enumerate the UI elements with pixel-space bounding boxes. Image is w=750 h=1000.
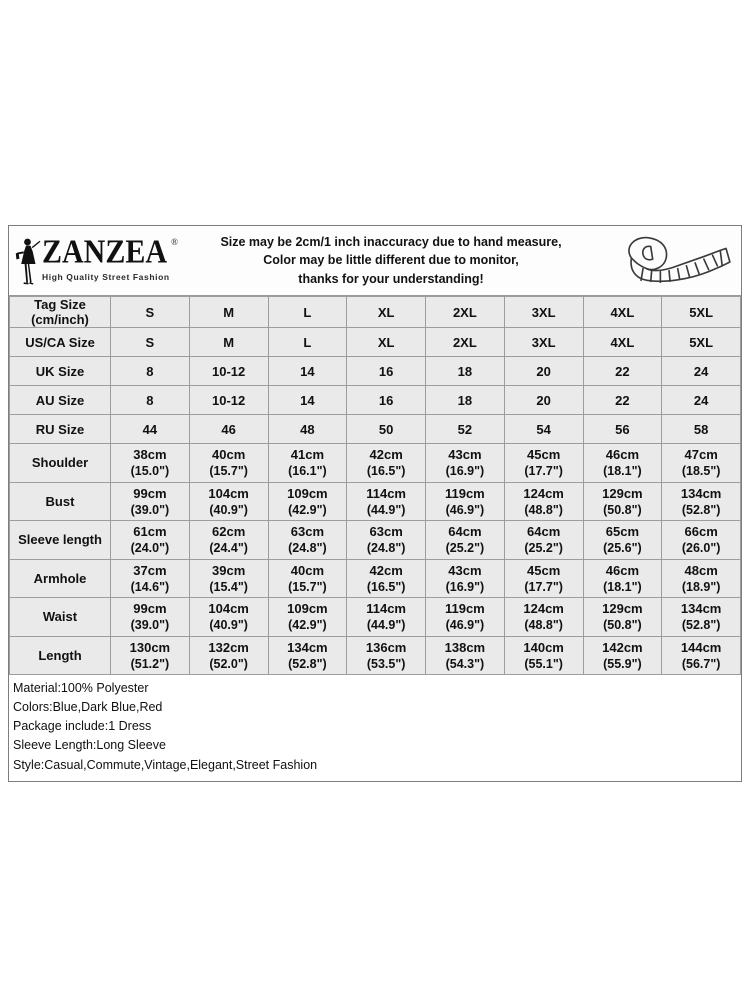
cell: XL — [347, 297, 426, 328]
cell — [583, 482, 662, 521]
cell: 4XL — [583, 297, 662, 328]
cell: 48 — [268, 415, 347, 444]
cell — [504, 444, 583, 483]
cm-value: 114cm — [366, 485, 406, 501]
cell: 14 — [268, 357, 347, 386]
row-label-length: Length — [10, 636, 111, 675]
inch-value: (46.9") — [445, 618, 485, 633]
inch-value: (16.5") — [366, 464, 406, 479]
table-row — [10, 559, 741, 598]
row-label-au-size: AU Size — [10, 386, 111, 415]
table-row — [10, 386, 741, 415]
cell: L — [268, 328, 347, 357]
cm-value: 129cm — [602, 485, 643, 501]
cell — [426, 598, 505, 637]
cm-value: 142cm — [602, 639, 643, 655]
cell — [504, 482, 583, 521]
cm-value: 45cm — [527, 562, 561, 578]
inch-value: (55.1") — [524, 656, 563, 671]
cell — [583, 559, 662, 598]
cell: 10-12 — [189, 357, 268, 386]
cell: 22 — [583, 386, 662, 415]
cell — [583, 521, 662, 560]
table-row — [10, 415, 741, 444]
cell: 3XL — [504, 297, 583, 328]
inch-value: (15.4") — [209, 579, 248, 594]
inch-value: (25.2") — [445, 541, 485, 556]
cm-value: 134cm — [680, 601, 722, 617]
cell: 24 — [662, 357, 741, 386]
cm-value: 61cm — [133, 524, 167, 540]
inch-value: (17.7") — [524, 579, 563, 594]
cell: L — [268, 297, 347, 328]
row-label-waist: Waist — [10, 598, 111, 637]
row-label-shoulder: Shoulder — [10, 444, 111, 483]
inch-value: (39.0") — [130, 502, 170, 517]
cm-value: 64cm — [448, 524, 482, 540]
cell — [347, 559, 426, 598]
cm-value: 119cm — [444, 485, 485, 501]
inch-value: (16.9") — [445, 464, 485, 479]
cell: 46 — [189, 415, 268, 444]
cell — [347, 444, 426, 483]
cell: 8 — [111, 357, 190, 386]
size-chart-sheet — [8, 225, 742, 782]
cell: 3XL — [504, 328, 583, 357]
cell — [189, 444, 268, 483]
cell: 20 — [504, 386, 583, 415]
woman-silhouette-icon — [15, 237, 41, 285]
inch-value: (48.8") — [524, 618, 563, 633]
inch-value: (54.3") — [445, 656, 485, 671]
row-label-us-ca-size: US/CA Size — [10, 328, 111, 357]
cell: 20 — [504, 357, 583, 386]
inch-value: (50.8") — [603, 618, 642, 633]
cell: 5XL — [662, 297, 741, 328]
cm-value: 124cm — [523, 485, 564, 501]
cell — [347, 482, 426, 521]
cm-value: 42cm — [369, 562, 403, 578]
cell: 24 — [662, 386, 741, 415]
cell: M — [189, 328, 268, 357]
cm-value: 140cm — [523, 639, 564, 655]
cell: S — [111, 328, 190, 357]
size-table — [9, 296, 741, 675]
cell: 16 — [347, 357, 426, 386]
cm-value: 38cm — [133, 447, 167, 463]
cell — [111, 482, 190, 521]
cell — [189, 598, 268, 637]
cell — [268, 521, 347, 560]
chart-header — [9, 226, 741, 296]
cm-value: 129cm — [602, 601, 643, 617]
inch-value: (25.6") — [603, 541, 642, 556]
inch-value: (53.5") — [366, 656, 406, 671]
table-row — [10, 521, 741, 560]
cell — [189, 559, 268, 598]
cell — [111, 636, 190, 675]
cm-value: 64cm — [527, 524, 561, 540]
table-row — [10, 482, 741, 521]
cm-value: 62cm — [212, 524, 246, 540]
inch-value: (39.0") — [130, 618, 170, 633]
cell: 10-12 — [189, 386, 268, 415]
cell — [662, 482, 741, 521]
cm-value: 45cm — [527, 447, 561, 463]
inch-value: (52.0") — [209, 656, 248, 671]
cm-value: 39cm — [212, 562, 246, 578]
cell — [662, 521, 741, 560]
cell — [347, 598, 426, 637]
product-info — [9, 675, 741, 781]
cell — [504, 521, 583, 560]
cm-value: 104cm — [208, 485, 249, 501]
cell — [662, 559, 741, 598]
inch-value: (24.4") — [209, 541, 248, 556]
inch-value: (44.9") — [366, 502, 406, 517]
inch-value: (24.8") — [366, 541, 406, 556]
inch-value: (17.7") — [524, 464, 563, 479]
cell: 14 — [268, 386, 347, 415]
inch-value: (40.9") — [209, 618, 248, 633]
cell — [189, 521, 268, 560]
cell: XL — [347, 328, 426, 357]
info-material: Material:100% Polyester — [13, 681, 149, 695]
inch-value: (40.9") — [209, 502, 248, 517]
measurement-notice — [181, 233, 601, 287]
cell — [111, 598, 190, 637]
cell: 58 — [662, 415, 741, 444]
cell — [268, 444, 347, 483]
cm-value: 66cm — [684, 524, 718, 540]
inch-value: (26.0") — [681, 541, 721, 556]
cm-value: 136cm — [365, 639, 407, 655]
cell: 2XL — [426, 297, 505, 328]
row-label-tag-size — [10, 297, 111, 328]
notice-line-2: Color may be little different due to monitor, — [263, 253, 519, 268]
notice-line-3: thanks for your understanding! — [298, 271, 484, 286]
cell — [426, 636, 505, 675]
info-sleeve-length: Sleeve Length:Long Sleeve — [13, 738, 166, 753]
inch-value: (14.6") — [130, 579, 170, 594]
tag-size-label-line1: Tag Size — [34, 297, 86, 312]
cell: 8 — [111, 386, 190, 415]
notice-line-1: Size may be 2cm/1 inch inaccuracy due to hand measure, — [220, 235, 562, 250]
cell: 18 — [426, 386, 505, 415]
cm-value: 47cm — [684, 447, 718, 463]
cm-value: 63cm — [290, 524, 324, 540]
inch-value: (15.0") — [130, 464, 170, 479]
inch-value: (18.1") — [603, 579, 642, 594]
cell — [347, 521, 426, 560]
cm-value: 124cm — [523, 601, 564, 617]
table-row — [10, 598, 741, 637]
cm-value: 134cm — [680, 485, 722, 501]
cell: 2XL — [426, 328, 505, 357]
cm-value: 42cm — [369, 447, 403, 463]
cell — [583, 598, 662, 637]
cm-value: 63cm — [369, 524, 403, 540]
cm-value: 43cm — [448, 447, 482, 463]
inch-value: (16.5") — [366, 579, 406, 594]
cell: 5XL — [662, 328, 741, 357]
cell: 56 — [583, 415, 662, 444]
tag-size-label-line2: (cm/inch) — [31, 312, 89, 327]
cell: S — [111, 297, 190, 328]
inch-value: (18.5") — [681, 464, 721, 479]
cell: 44 — [111, 415, 190, 444]
cell — [268, 559, 347, 598]
cm-value: 43cm — [448, 562, 482, 578]
cm-value: 46cm — [605, 447, 639, 463]
info-package: Package include:1 Dress — [13, 719, 152, 734]
cell — [583, 636, 662, 675]
inch-value: (46.9") — [445, 502, 485, 517]
table-row — [10, 636, 741, 675]
cm-value: 40cm — [290, 562, 324, 578]
cm-value: 46cm — [605, 562, 639, 578]
inch-value: (42.9") — [288, 502, 327, 517]
cm-value: 144cm — [680, 639, 722, 655]
cell: 18 — [426, 357, 505, 386]
cm-value: 99cm — [133, 485, 167, 501]
cell: 50 — [347, 415, 426, 444]
cell: 16 — [347, 386, 426, 415]
cm-value: 109cm — [287, 601, 328, 617]
info-style: Style:Casual,Commute,Vintage,Elegant,Street Fashion — [13, 757, 318, 772]
cell — [662, 444, 741, 483]
cell — [111, 444, 190, 483]
cm-value: 132cm — [208, 639, 249, 655]
cm-value: 48cm — [684, 562, 718, 578]
measuring-tape-icon — [601, 233, 741, 289]
inch-value: (50.8") — [603, 502, 642, 517]
inch-value: (16.9") — [445, 579, 485, 594]
cell — [189, 636, 268, 675]
brand-logo — [9, 233, 181, 285]
cell — [426, 521, 505, 560]
inch-value: (18.9") — [681, 579, 721, 594]
cell — [426, 482, 505, 521]
table-row — [10, 444, 741, 483]
cell — [583, 444, 662, 483]
cell: 22 — [583, 357, 662, 386]
cm-value: 109cm — [287, 485, 328, 501]
cell — [347, 636, 426, 675]
cell — [268, 482, 347, 521]
inch-value: (15.7") — [288, 579, 327, 594]
cell — [504, 636, 583, 675]
cell — [111, 521, 190, 560]
inch-value: (18.1") — [603, 464, 642, 479]
cm-value: 130cm — [129, 639, 171, 655]
cell — [426, 444, 505, 483]
inch-value: (42.9") — [288, 618, 327, 633]
cell: 54 — [504, 415, 583, 444]
info-colors: Colors:Blue,Dark Blue,Red — [13, 700, 163, 715]
inch-value: (16.1") — [288, 464, 327, 479]
cell — [504, 559, 583, 598]
inch-value: (48.8") — [524, 502, 563, 517]
inch-value: (24.8") — [288, 541, 327, 556]
row-label-sleeve-length: Sleeve length — [10, 521, 111, 560]
inch-value: (52.8") — [681, 618, 721, 633]
inch-value: (25.2") — [524, 541, 563, 556]
row-label-armhole: Armhole — [10, 559, 111, 598]
inch-value: (51.2") — [130, 656, 170, 671]
inch-value: (15.7") — [209, 464, 248, 479]
row-label-uk-size: UK Size — [10, 357, 111, 386]
cell — [426, 559, 505, 598]
row-label-bust: Bust — [10, 482, 111, 521]
inch-value: (56.7") — [681, 656, 721, 671]
cell — [268, 636, 347, 675]
inch-value: (24.0") — [130, 541, 170, 556]
cell — [268, 598, 347, 637]
cm-value: 104cm — [208, 601, 249, 617]
inch-value: (52.8") — [681, 502, 721, 517]
cm-value: 99cm — [133, 601, 167, 617]
cell — [504, 598, 583, 637]
row-label-ru-size: RU Size — [10, 415, 111, 444]
cell: 4XL — [583, 328, 662, 357]
cm-value: 138cm — [444, 639, 486, 655]
brand-tagline: High Quality Street Fashion — [42, 272, 170, 282]
cm-value: 65cm — [605, 524, 639, 540]
inch-value: (55.9") — [603, 656, 642, 671]
cm-value: 114cm — [366, 601, 406, 617]
cell: M — [189, 297, 268, 328]
registered-mark-icon: ® — [171, 237, 178, 247]
inch-value: (44.9") — [366, 618, 406, 633]
inch-value: (52.8") — [288, 656, 327, 671]
table-row — [10, 328, 741, 357]
brand-name: ZANZEA — [42, 233, 168, 271]
cm-value: 41cm — [290, 447, 324, 463]
table-row — [10, 357, 741, 386]
cell: 52 — [426, 415, 505, 444]
cell — [111, 559, 190, 598]
table-row — [10, 297, 741, 328]
cm-value: 40cm — [212, 447, 246, 463]
cm-value: 37cm — [133, 562, 167, 578]
cm-value: 119cm — [444, 601, 485, 617]
cm-value: 134cm — [287, 639, 328, 655]
cell — [662, 598, 741, 637]
cell — [189, 482, 268, 521]
cell — [662, 636, 741, 675]
